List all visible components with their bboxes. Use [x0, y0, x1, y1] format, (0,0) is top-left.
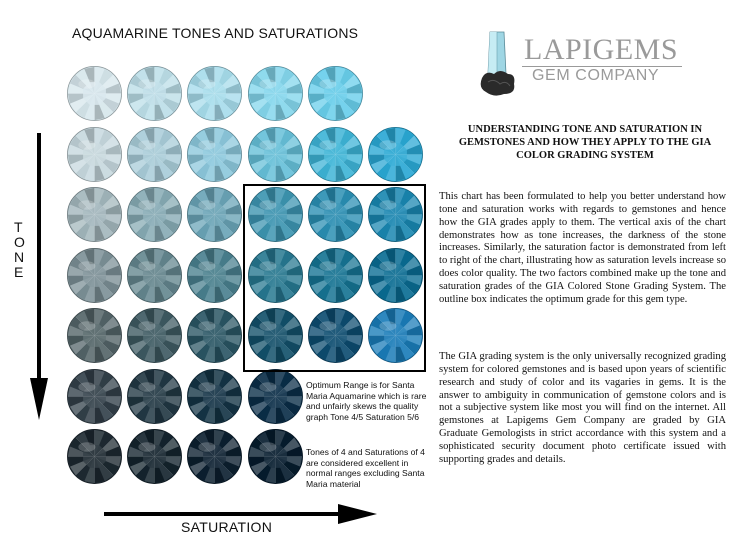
gem-swatch [126, 368, 183, 425]
gem-swatch [126, 186, 183, 243]
gem-swatch [367, 126, 424, 183]
gem-swatch [66, 307, 123, 364]
gem-swatch [186, 126, 243, 183]
gem-swatch [126, 65, 183, 122]
gem-swatch [247, 368, 304, 425]
description-paragraph: This chart has been formulated to help you better understand how tone and saturation works with regards to gemstones and hence how the GIA grades apply to them. The vertical axis of the chart demonstrates how as tone increases, the darkness of the stone increases. Similarly, the saturation factor is demonstrated from left to right of the chart, illustrating how as saturation levels increase so does color quality. The two factors combined make up the tone and saturation grades of the GIA Colored Stone Grading System. The outline box indicates the optimum grade for this gem type. [439, 191, 726, 305]
gia-system-paragraph: The GIA grading system is the only universally recognized grading system for colored gemstones and is based upon years of scientific research and study of color and its vagaries in gems. It is the answer to ambiguity in communication of gemstone colors and is not a subjective system like most you will find on the internet. All gemstones at Lapigems Gem Company are graded by GIA Graduate Gemologists in strict accordance with this system and a sophisticated security document photo certificate issued with supporting grades and details. [439, 351, 726, 465]
gem-swatch [247, 428, 304, 485]
gem-swatch [247, 126, 304, 183]
gem-swatch [186, 186, 243, 243]
section-heading: UNDERSTANDING TONE AND SATURATION IN GEMSTONES AND HOW THEY APPLY TO THE GIA COLOR GRADING SYSTEM [458, 124, 712, 161]
gem-swatch [66, 186, 123, 243]
gem-swatch [126, 428, 183, 485]
tone-axis-arrow [28, 133, 50, 423]
tone-letter: E [14, 264, 24, 280]
tone-letter: N [14, 249, 25, 265]
gem-swatch [186, 307, 243, 364]
chart-title: AQUAMARINE TONES AND SATURATIONS [72, 25, 359, 41]
tone-letter: O [14, 234, 25, 250]
gem-swatch [307, 126, 364, 183]
gem-swatch [66, 65, 123, 122]
logo-subtitle: GEM COMPANY [532, 67, 660, 84]
gem-swatch [186, 428, 243, 485]
logo-name: LAPIGEMS [524, 33, 679, 66]
gem-swatch [247, 65, 304, 122]
saturation-axis-label: SATURATION [181, 519, 273, 535]
gem-swatch [66, 368, 123, 425]
gem-swatch [186, 65, 243, 122]
gem-swatch [186, 247, 243, 304]
gem-swatch [66, 126, 123, 183]
tone-letter: T [14, 219, 23, 235]
gem-swatch [126, 307, 183, 364]
tone-saturation-note: Tones of 4 and Saturations of 4 are considered excellent in normal ranges excluding Santa Maria material [306, 447, 425, 489]
aquamarine-crystal-icon [478, 30, 518, 98]
gem-swatch [66, 428, 123, 485]
gem-swatch [307, 65, 364, 122]
optimum-range-box [243, 184, 426, 372]
gem-swatch [66, 247, 123, 304]
gem-swatch [126, 247, 183, 304]
optimum-range-note: Optimum Range is for Santa Maria Aquamarine which is rare and unfairly skews the quality graph Tone 4/5 Saturation 5/6 [306, 380, 427, 422]
gem-swatch [186, 368, 243, 425]
gem-swatch [126, 126, 183, 183]
